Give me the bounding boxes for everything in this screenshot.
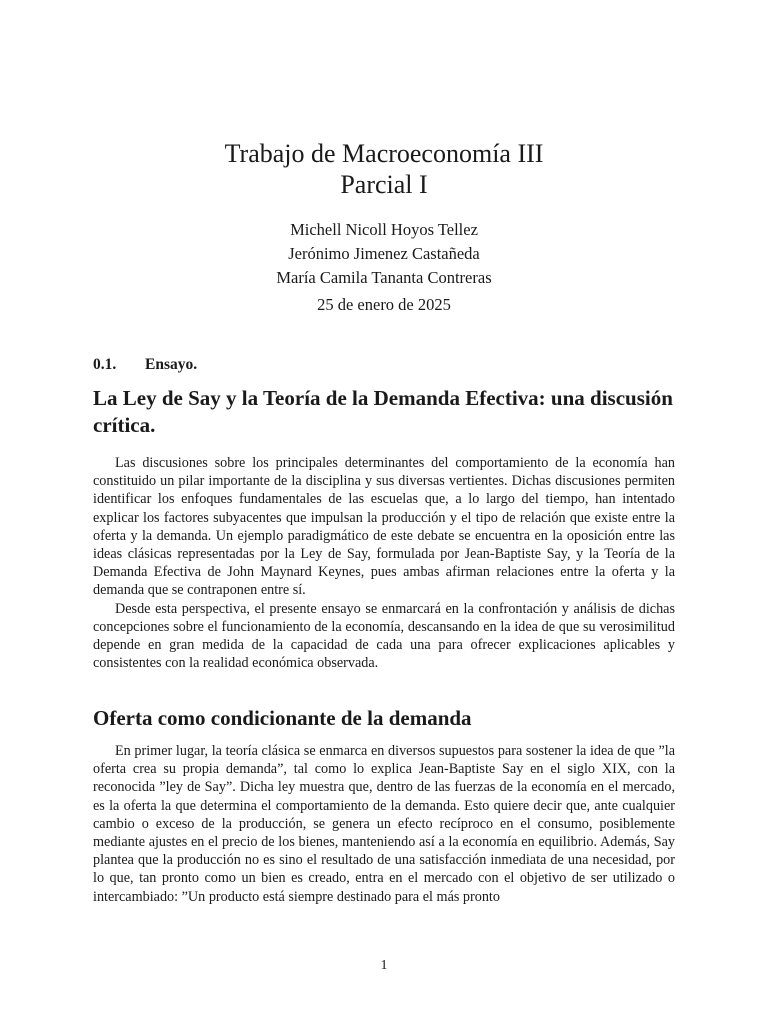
paragraph: Las discusiones sobre los principales determinantes del comportamiento de la economía han constituido un pilar importante de la disciplina y sus diversas vertientes. Dichas discusiones permiten identificar los enfoques fundamentales de las escuelas que, a lo largo del tiempo, han intentado explicar los factores subyacentes que impulsan la producción y el tipo de relación que existe entre la oferta y la demanda. Un ejemplo paradigmático de este debate se encuentra en la oposición entre las ideas clásicas representadas por la Ley de Say, formulada por Jean-Baptiste Say, y la Teoría de la Demanda Efectiva de John Maynard Keynes, pues ambas afirman relaciones entre la oferta y la demanda que se contraponen entre sí. xyxy=(93,455,675,599)
author-name: Jerónimo Jimenez Castañeda xyxy=(288,244,480,263)
author-name: Michell Nicoll Hoyos Tellez xyxy=(290,220,478,239)
paragraph: Desde esta perspectiva, el presente ensayo se enmarcará en la confrontación y análisis de dichas concepciones sobre el funcionamiento de la economía, descansando en la idea de que su verosimilitud depende en gran medida de la capacidad de cada una para ofrecer explicaciones aplicables y consistentes con la realidad económica observada. xyxy=(93,600,675,672)
section-title: Ensayo. xyxy=(145,356,198,373)
document-date: 25 de enero de 2025 xyxy=(317,295,451,314)
subsection-text xyxy=(93,742,675,906)
intro-text xyxy=(93,454,675,672)
title-line-1: Trabajo de Macroeconomía III xyxy=(224,139,544,168)
page-number: 1 xyxy=(380,958,388,973)
document-title xyxy=(0,138,768,200)
paragraph: En primer lugar, la teoría clásica se enmarca en diversos supuestos para sostener la idea de que ”la oferta crea su propia demanda”, tal como lo explica Jean-Baptiste Say en el siglo XIX, con la reconocida ”ley de Say”. Dicha ley muestra que, dentro de las fuerzas de la economía en el mercado, es la oferta la que determina el comportamiento de la demanda. Esto quiere decir que, ante cualquier cambio o exceso de la producción, se genera un efecto recíproco en el consumo, posiblemente mediante ajustes en el precio de los bienes, manteniendo así a la economía en equilibrio. Además, Say plantea que la producción no es sino el resultado de una satisfacción inmediata de una necesidad, por lo que, tan pronto como un bien es creado, entra en el mercado con el objetivo de ser utilizado o intercambiado: ”Un producto está siempre destinado para el más pronto xyxy=(93,743,675,905)
title-line-2: Parcial I xyxy=(340,170,428,199)
essay-title: La Ley de Say y la Teoría de la Demanda Efectiva: una discusión crítica. xyxy=(93,386,673,437)
section-heading xyxy=(93,356,197,374)
author-name: María Camila Tananta Contreras xyxy=(276,268,492,287)
author-list xyxy=(0,218,768,290)
subsection-heading: Oferta como condicionante de la demanda xyxy=(93,706,472,730)
section-number: 0.1. xyxy=(93,356,117,373)
